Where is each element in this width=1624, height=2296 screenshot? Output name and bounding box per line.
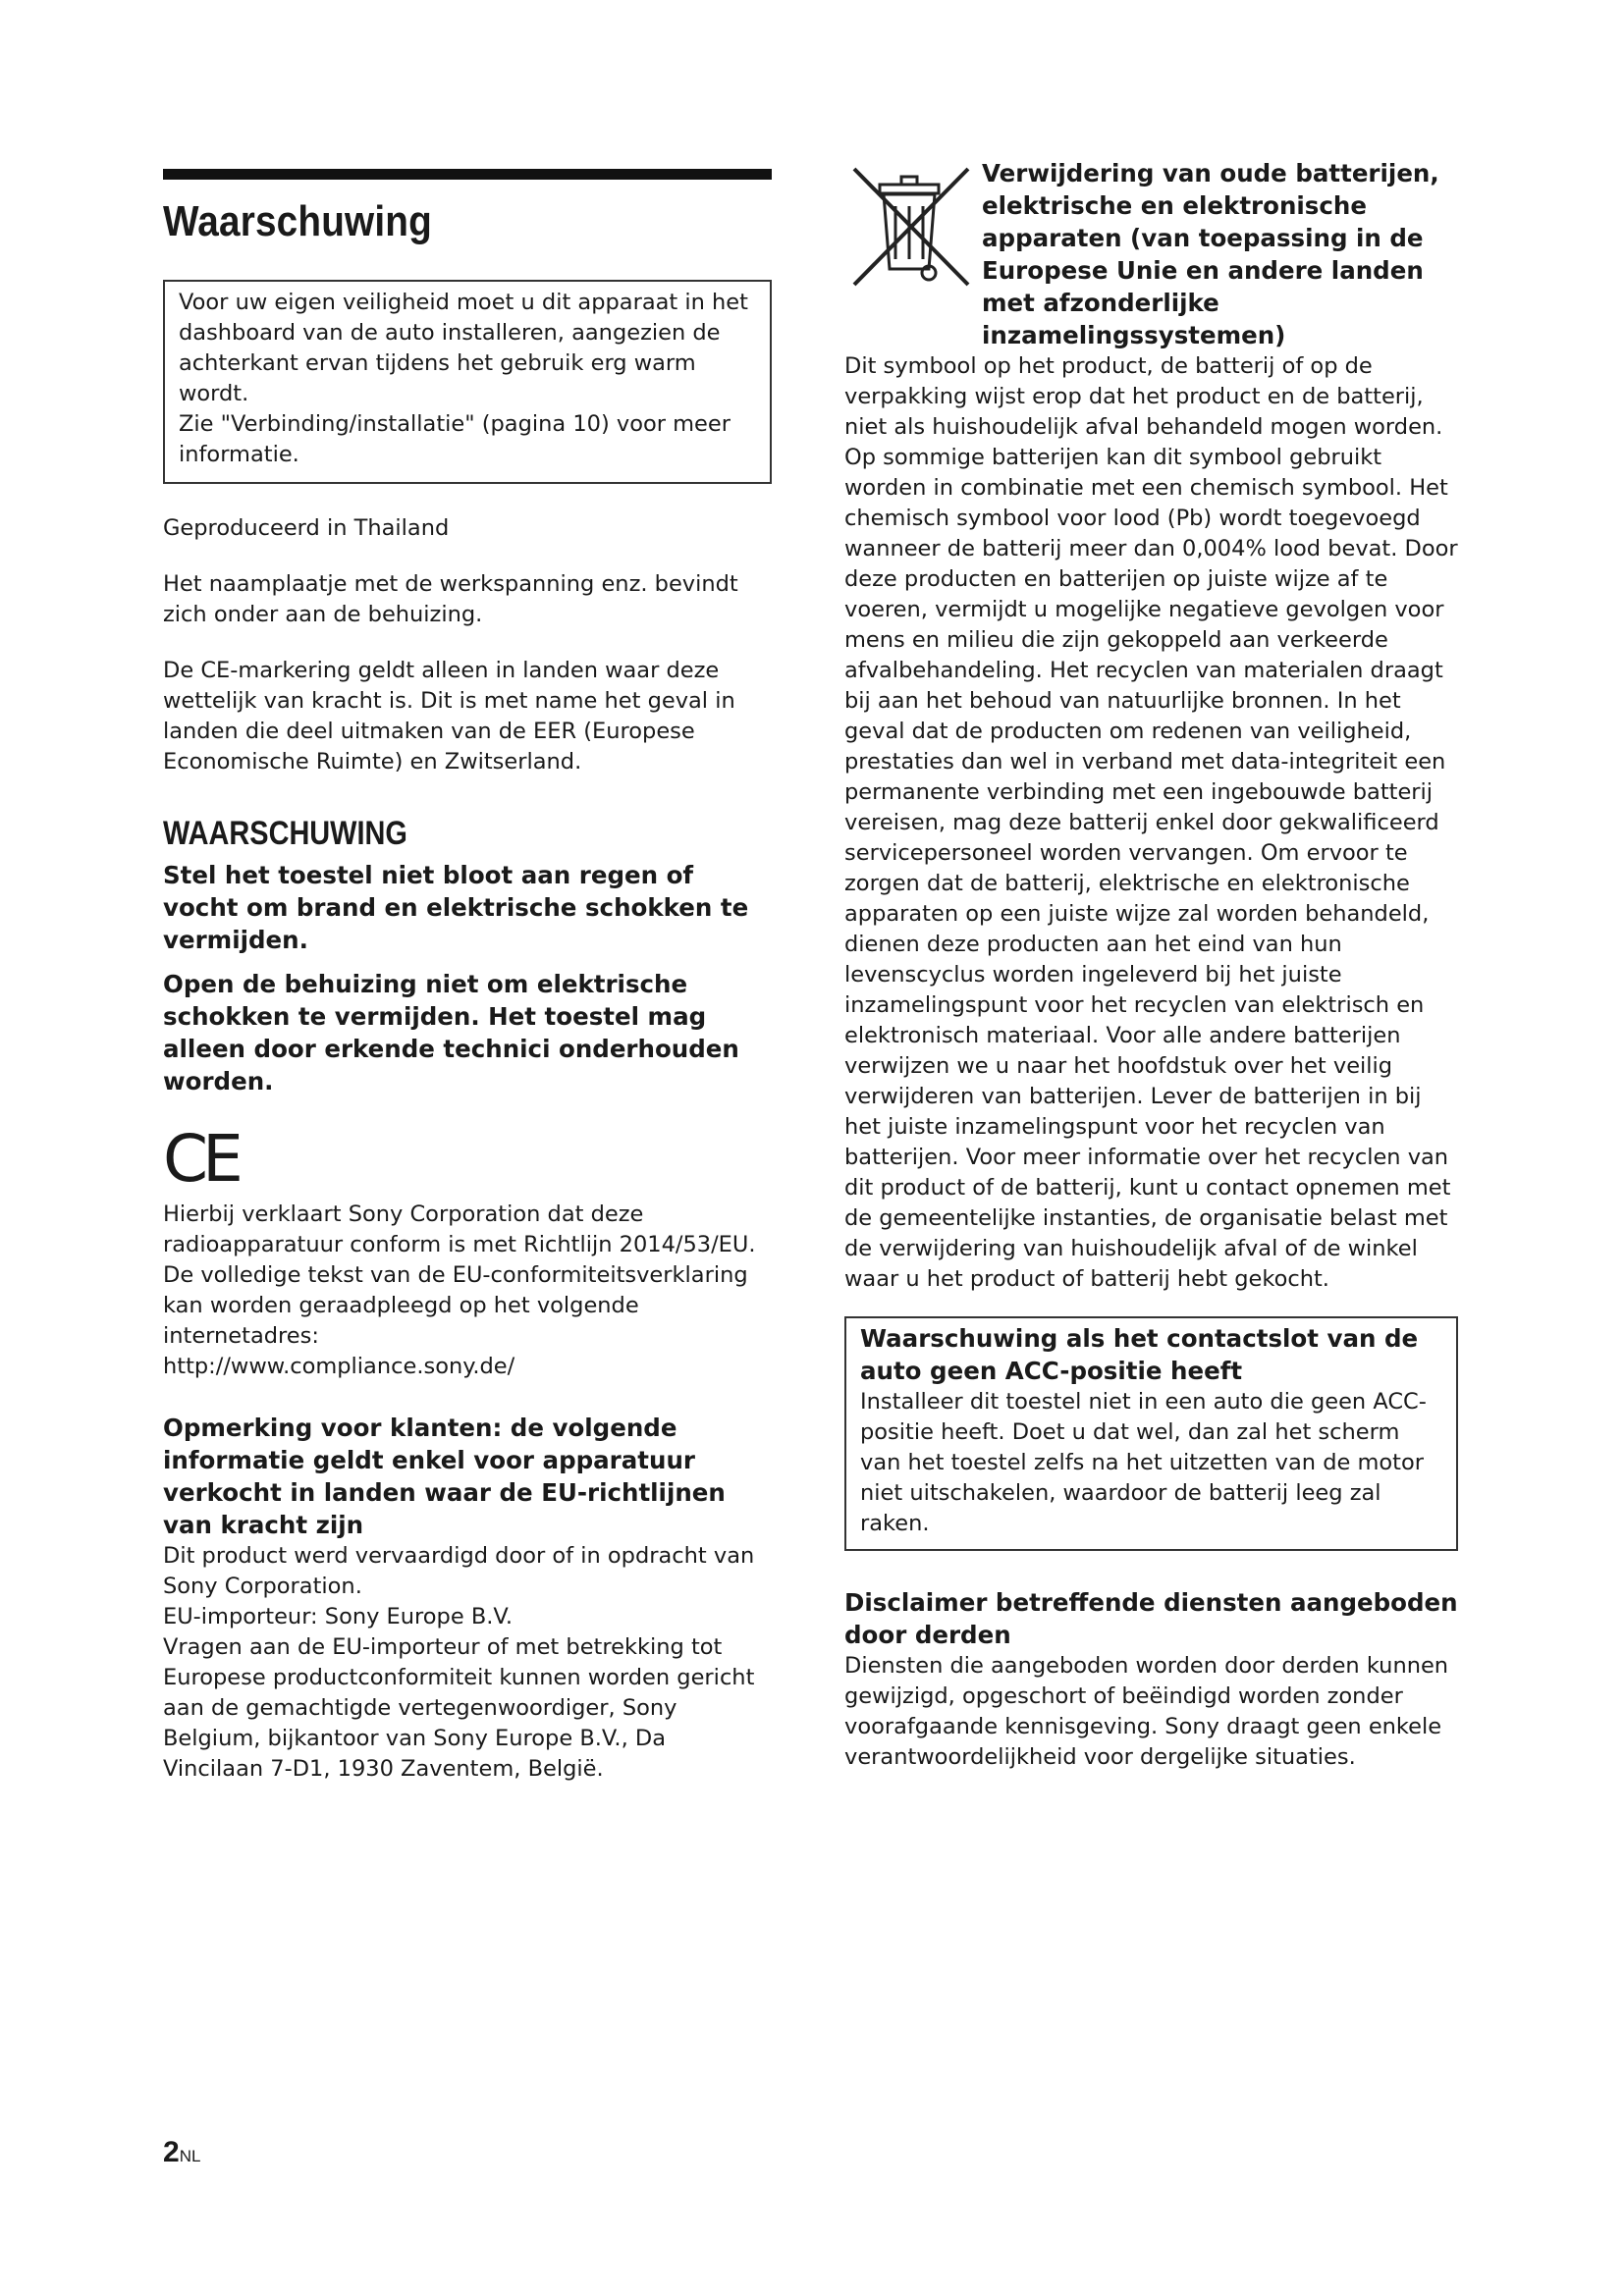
warning-text-1: Stel het toestel niet bloot aan regen of vocht om brand en elektrische schokken te vermijden.	[163, 861, 749, 954]
disclaimer-heading: Disclaimer betreffende diensten aangeboden door derden	[844, 1588, 1458, 1649]
disclaimer-text: Diensten die aangeboden worden door derden kunnen gewijzigd, opgeschort of beëindigd worden zonder voorafgaande kennisgeving. Sony draagt geen enkele verantwoordelijkheid voor dergelijke situaties.	[844, 1653, 1449, 1770]
customers-text-1: Dit product werd vervaardigd door of in opdracht van Sony Corporation.	[163, 1543, 755, 1599]
disposal-header	[844, 159, 1458, 351]
page-number-value: 2	[163, 2136, 180, 2168]
crossed-out-wheelie-bin-icon	[844, 163, 982, 295]
page-language-suffix: NL	[179, 2147, 201, 2165]
acc-warning-box	[844, 1316, 1458, 1551]
customers-text-3: Vragen aan de EU-importeur of met betrekking tot Europese productconformiteit kunnen worden gericht aan de gemachtigde vertegenwoordiger, Sony Belgium, bijkantoor van Sony Europe B.V., Da Vincilaan 7-D1, 1930 Zaventem, België.	[163, 1634, 755, 1782]
title-rule	[163, 169, 772, 180]
page-number	[163, 2136, 200, 2169]
disposal-text: Dit symbool op het product, de batterij of op de verpakking wijst erop dat het product en de batterij, niet als huishoudelijk afval behandeld mogen worden. Op sommige batterijen kan dit symbool gebruikt worden in combinatie met een chemisch symbool. Het chemisch symbool voor lood (Pb) wordt toegevoegd wanneer de batterij meer dan 0,004% lood bevat. Door deze producten en batterijen op juiste wijze af te voeren, vermijdt u mogelijke negatieve gevolgen voor mens en milieu die zijn gekoppeld aan verkeerde afvalbehandeling. Het recyclen van materialen draagt bij aan het behoud van natuurlijke bronnen. In het geval dat de producten om redenen van veiligheid, prestaties dan wel in verband met data-integriteit een permanente verbinding met een ingebouwde batterij vereisen, mag deze batterij enkel door gekwalificeerd servicepersoneel worden vervangen. Om ervoor te zorgen dat de batterij, elektrische en elektronische apparaten op een juiste wijze zal worden behandeld, dienen deze producten aan het eind van hun levenscyclus worden ingeleverd bij het juiste inzamelingspunt voor het recyclen van elektrisch en elektronisch materiaal. Voor alle andere batterijen verwijzen we u naar het hoofdstuk over het veilig verwijderen van batterijen. Lever de batterijen in bij het juiste inzamelingspunt voor het recyclen van batterijen. Voor meer informatie over het recyclen van dit product of de batterij, kunt u contact opnemen met de gemeentelijke instanties, de organisatie belast met de verwijdering van huishoudelijk afval of de winkel waar u het product of batterij hebt gekocht.	[844, 353, 1458, 1292]
ce-marking-note: De CE-markering geldt alleen in landen waar deze wettelijk van kracht is. Dit is met name het geval in landen die deel uitmaken van de EER (Europese Economische Ruimte) en Zwitserland.	[163, 658, 735, 774]
produced-in: Geproduceerd in Thailand	[163, 515, 450, 541]
warning-heading: WAARSCHUWING	[163, 815, 407, 852]
declaration-text: Hierbij verklaart Sony Corporation dat deze radioapparatuur conform is met Richtlijn 2014/53/EU.	[163, 1201, 756, 1257]
safety-notice-reference: Zie "Verbinding/installatie" (pagina 10) voor meer informatie.	[179, 411, 731, 467]
page-title: Waarschuwing	[163, 197, 432, 245]
safety-notice-text: Voor uw eigen veiligheid moet u dit apparaat in het dashboard van de auto installeren, aangezien de achterkant ervan tijdens het gebruik erg warm wordt.	[179, 290, 748, 406]
compliance-url: http://www.compliance.sony.de/	[163, 1354, 515, 1379]
left-column	[163, 169, 772, 1785]
nameplate-note: Het naamplaatje met de werkspanning enz. bevindt zich onder aan de behuizing.	[163, 571, 738, 627]
ce-mark-icon: CE	[163, 1121, 238, 1197]
safety-notice-box	[163, 280, 772, 484]
right-column	[844, 159, 1458, 1773]
disposal-heading: Verwijdering van oude batterijen, elektrische en elektronische apparaten (van toepassing in de Europese Unie en andere landen met afzonderlijke inzamelingssystemen)	[982, 159, 1439, 349]
acc-warning-heading: Waarschuwing als het contactslot van de auto geen ACC-positie heeft	[860, 1324, 1419, 1385]
customers-text-2: EU-importeur: Sony Europe B.V.	[163, 1604, 514, 1629]
full-text-note: De volledige tekst van de EU-conformiteitsverklaring kan worden geraadpleegd op het volgende internetadres:	[163, 1262, 748, 1349]
customers-heading: Opmerking voor klanten: de volgende informatie geldt enkel voor apparatuur verkocht in landen waar de EU-richtlijnen van kracht zijn	[163, 1414, 726, 1539]
warning-text-2: Open de behuizing niet om elektrische schokken te vermijden. Het toestel mag alleen door erkende technici onderhouden worden.	[163, 970, 739, 1095]
acc-warning-text: Installeer dit toestel niet in een auto die geen ACC-positie heeft. Doet u dat wel, dan zal het scherm van het toestel zelfs na het uitzetten van de motor niet uitschakelen, waardoor de batterij leeg zal raken.	[860, 1389, 1427, 1536]
